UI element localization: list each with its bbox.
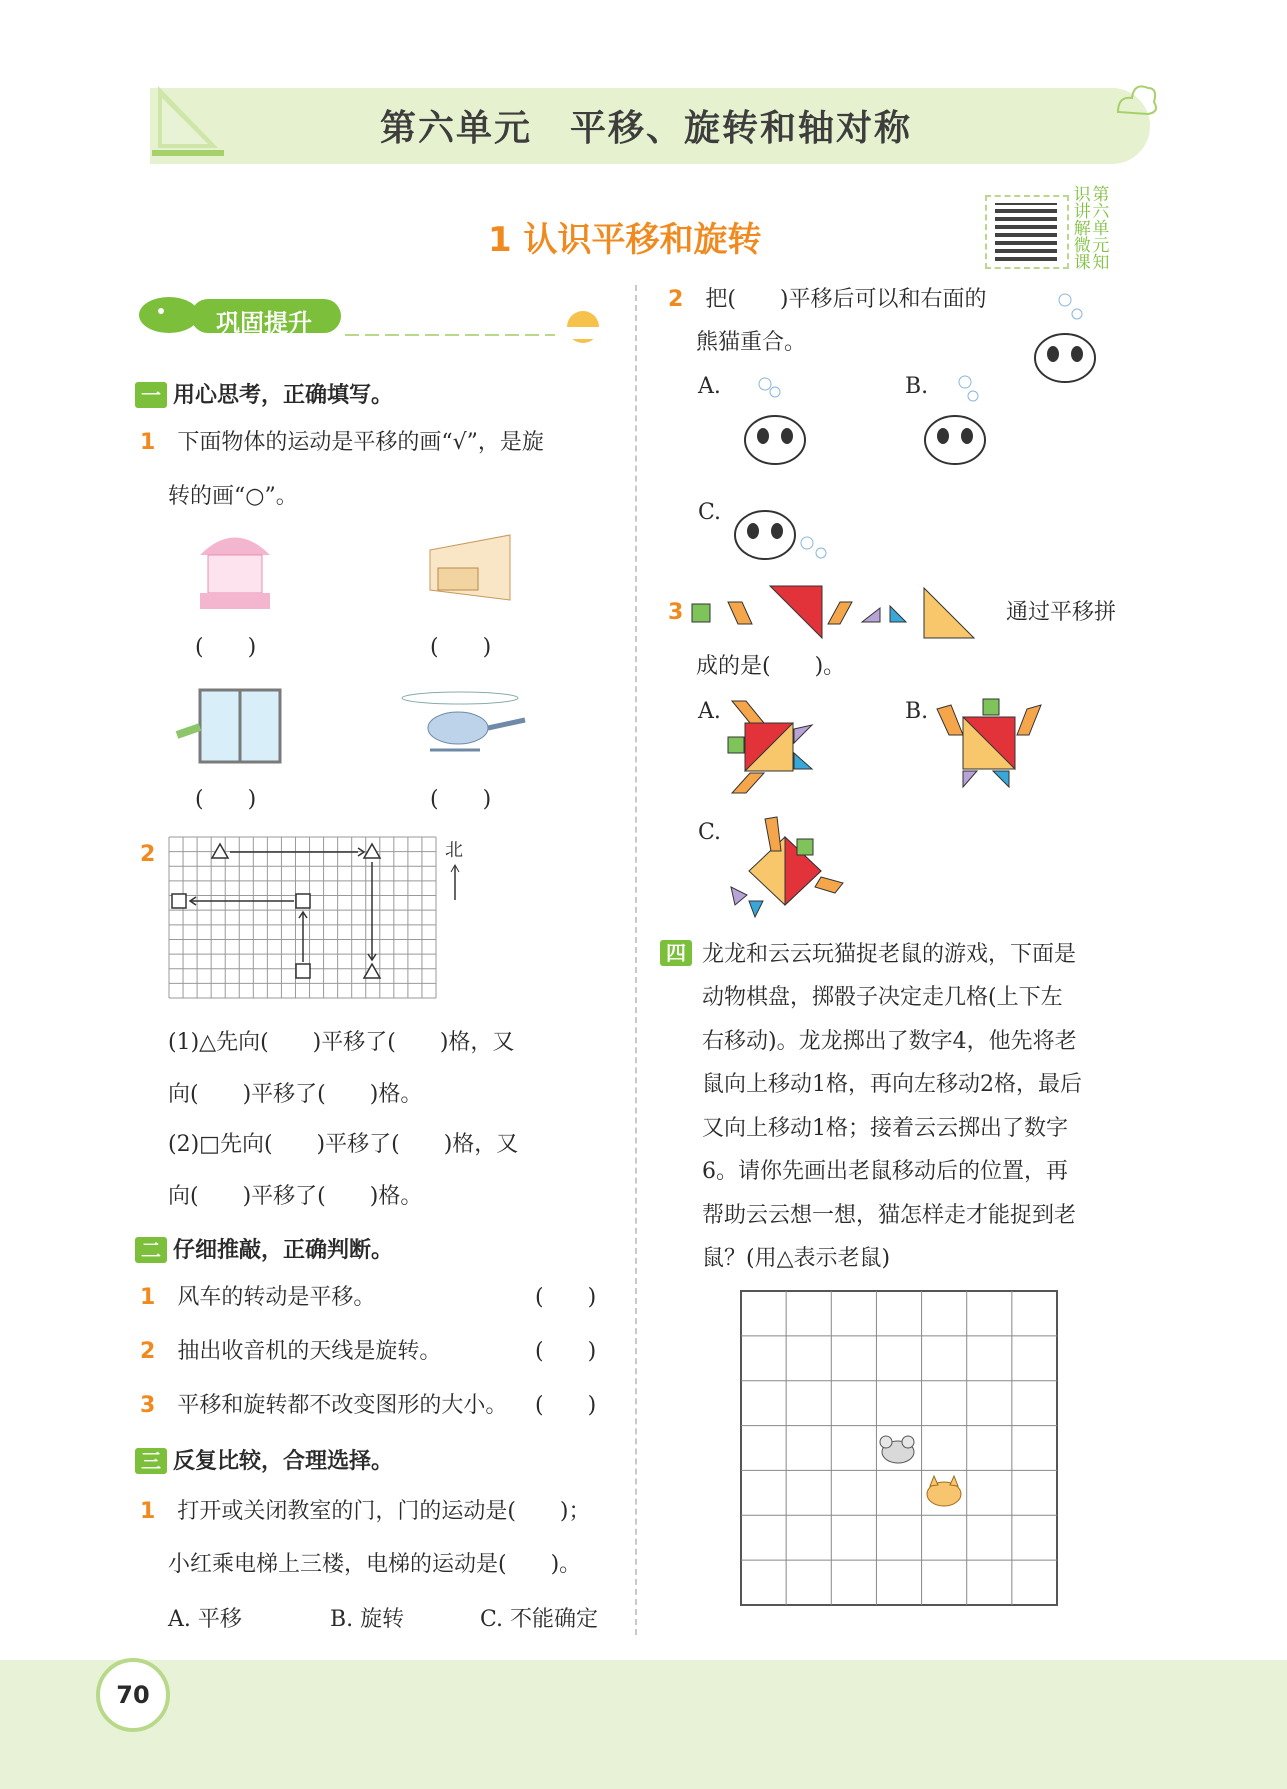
judge-blank-2[interactable]: ( ) <box>535 1339 597 1364</box>
choice-q1-line2: 小红乘电梯上三楼，电梯的运动是( )。 <box>168 1552 582 1577</box>
part4-line-2: 动物棋盘，掷骰子决定走几格(上下左 <box>702 985 1063 1010</box>
drawer-icon <box>420 530 520 610</box>
q2-sub1-line2: 向( )平移了( )格。 <box>168 1082 423 1107</box>
judge-item-2: 2 抽出收音机的天线是旋转。 <box>140 1339 442 1364</box>
part1-heading: 一 用心思考，正确填写。 <box>135 378 393 409</box>
q2-sub1-line1: (1)△先向( )平移了( )格，又 <box>168 1030 515 1055</box>
part3-heading: 三 反复比较，合理选择。 <box>135 1444 393 1475</box>
part4-badge-wrap <box>660 940 698 966</box>
column-divider <box>635 285 637 1635</box>
answer-blank-helicopter[interactable]: ( ) <box>430 787 492 812</box>
tangram-q-line2: 成的是( )。 <box>696 654 846 679</box>
sailboat-icon <box>148 78 228 162</box>
panda-q-line2: 熊猫重合。 <box>696 330 807 355</box>
q1-line1: 1 下面物体的运动是平移的画“√”，是旋 <box>140 430 544 455</box>
helicopter-icon <box>400 688 530 758</box>
part4-badge: 四 <box>660 940 692 966</box>
section-banner-label: 巩固提升 <box>216 309 312 337</box>
page-number: 70 <box>96 1658 170 1732</box>
tangram-b-figure <box>933 695 1043 795</box>
choice-q1-line1: 1 打开或关闭教室的门，门的运动是( )； <box>140 1499 591 1524</box>
page-footer <box>0 1660 1287 1789</box>
tangram-pieces <box>690 582 1010 642</box>
judge-item-3: 3 平移和旋转都不改变图形的大小。 <box>140 1393 508 1418</box>
q2-sub2-line1: (2)□先向( )平移了( )格，又 <box>168 1132 519 1157</box>
north-label: 北 <box>445 840 463 861</box>
section-banner-graphic <box>135 285 615 345</box>
panda-option-a: A. <box>698 374 721 399</box>
tangram-q-suffix: 通过平移拼 <box>1006 600 1117 625</box>
cloud-icon <box>1110 72 1160 132</box>
option-b: B. 旋转 <box>330 1607 405 1632</box>
part4-line-3: 右移动)。龙龙掷出了数字4，他先将老 <box>702 1029 1077 1054</box>
translation-grid <box>168 836 438 1000</box>
north-arrow-icon <box>448 862 462 902</box>
unit-title: 第六单元 平移、旋转和轴对称 <box>380 108 913 149</box>
part2-badge: 二 <box>135 1237 167 1263</box>
panda-b-icon <box>915 372 995 472</box>
qr-caption: 第六单元知识讲解微课 <box>1069 185 1109 270</box>
panda-option-b: B. <box>905 374 929 399</box>
judge-blank-3[interactable]: ( ) <box>535 1393 597 1418</box>
answer-blank-drawer[interactable]: ( ) <box>430 635 492 660</box>
option-a: A. 平移 <box>168 1607 242 1632</box>
carousel-icon <box>190 520 280 620</box>
answer-blank-window[interactable]: ( ) <box>195 787 257 812</box>
panda-a-icon <box>735 372 815 472</box>
q1-line2: 转的画“○”。 <box>168 484 298 509</box>
tangram-option-b: B. <box>905 699 929 724</box>
panda-c-icon <box>725 495 835 575</box>
part2-heading: 二 仔细推敲，正确判断。 <box>135 1233 393 1264</box>
panda-reference-icon <box>1025 290 1105 390</box>
part4-line-5: 又向上移动1格；接着云云掷出了数字 <box>702 1116 1068 1141</box>
lesson-title: 1 认识平移和旋转 <box>488 220 762 260</box>
option-c: C. 不能确定 <box>480 1607 599 1632</box>
window-icon <box>175 685 285 765</box>
part4-line-1: 龙龙和云云玩猫捉老鼠的游戏，下面是 <box>702 942 1077 967</box>
part4-line-7: 帮助云云想一想，猫怎样走才能捉到老 <box>702 1203 1077 1228</box>
q2-sub2-line2: 向( )平移了( )格。 <box>168 1184 423 1209</box>
tangram-option-c: C. <box>698 820 722 845</box>
game-board[interactable] <box>740 1290 1060 1608</box>
judge-item-1: 1 风车的转动是平移。 <box>140 1285 376 1310</box>
part4-line-8: 鼠？(用△表示老鼠) <box>702 1246 891 1271</box>
part1-badge: 一 <box>135 382 167 408</box>
panda-q-line1: 2 把( )平移后可以和右面的 <box>668 287 987 312</box>
part4-line-4: 鼠向上移动1格，再向左移动2格，最后 <box>702 1072 1082 1097</box>
part4-line-6: 6。请你先画出老鼠移动后的位置，再 <box>702 1159 1068 1184</box>
qr-code[interactable] <box>985 195 1069 269</box>
part3-badge: 三 <box>135 1448 167 1474</box>
panda-option-c: C. <box>698 500 722 525</box>
tangram-a-figure <box>720 695 820 795</box>
q2-number: 2 <box>140 842 156 867</box>
tangram-q-number: 3 <box>668 600 684 625</box>
tangram-c-figure <box>725 815 845 925</box>
answer-blank-carousel[interactable]: ( ) <box>195 635 257 660</box>
judge-blank-1[interactable]: ( ) <box>535 1285 597 1310</box>
tangram-option-a: A. <box>698 699 721 724</box>
